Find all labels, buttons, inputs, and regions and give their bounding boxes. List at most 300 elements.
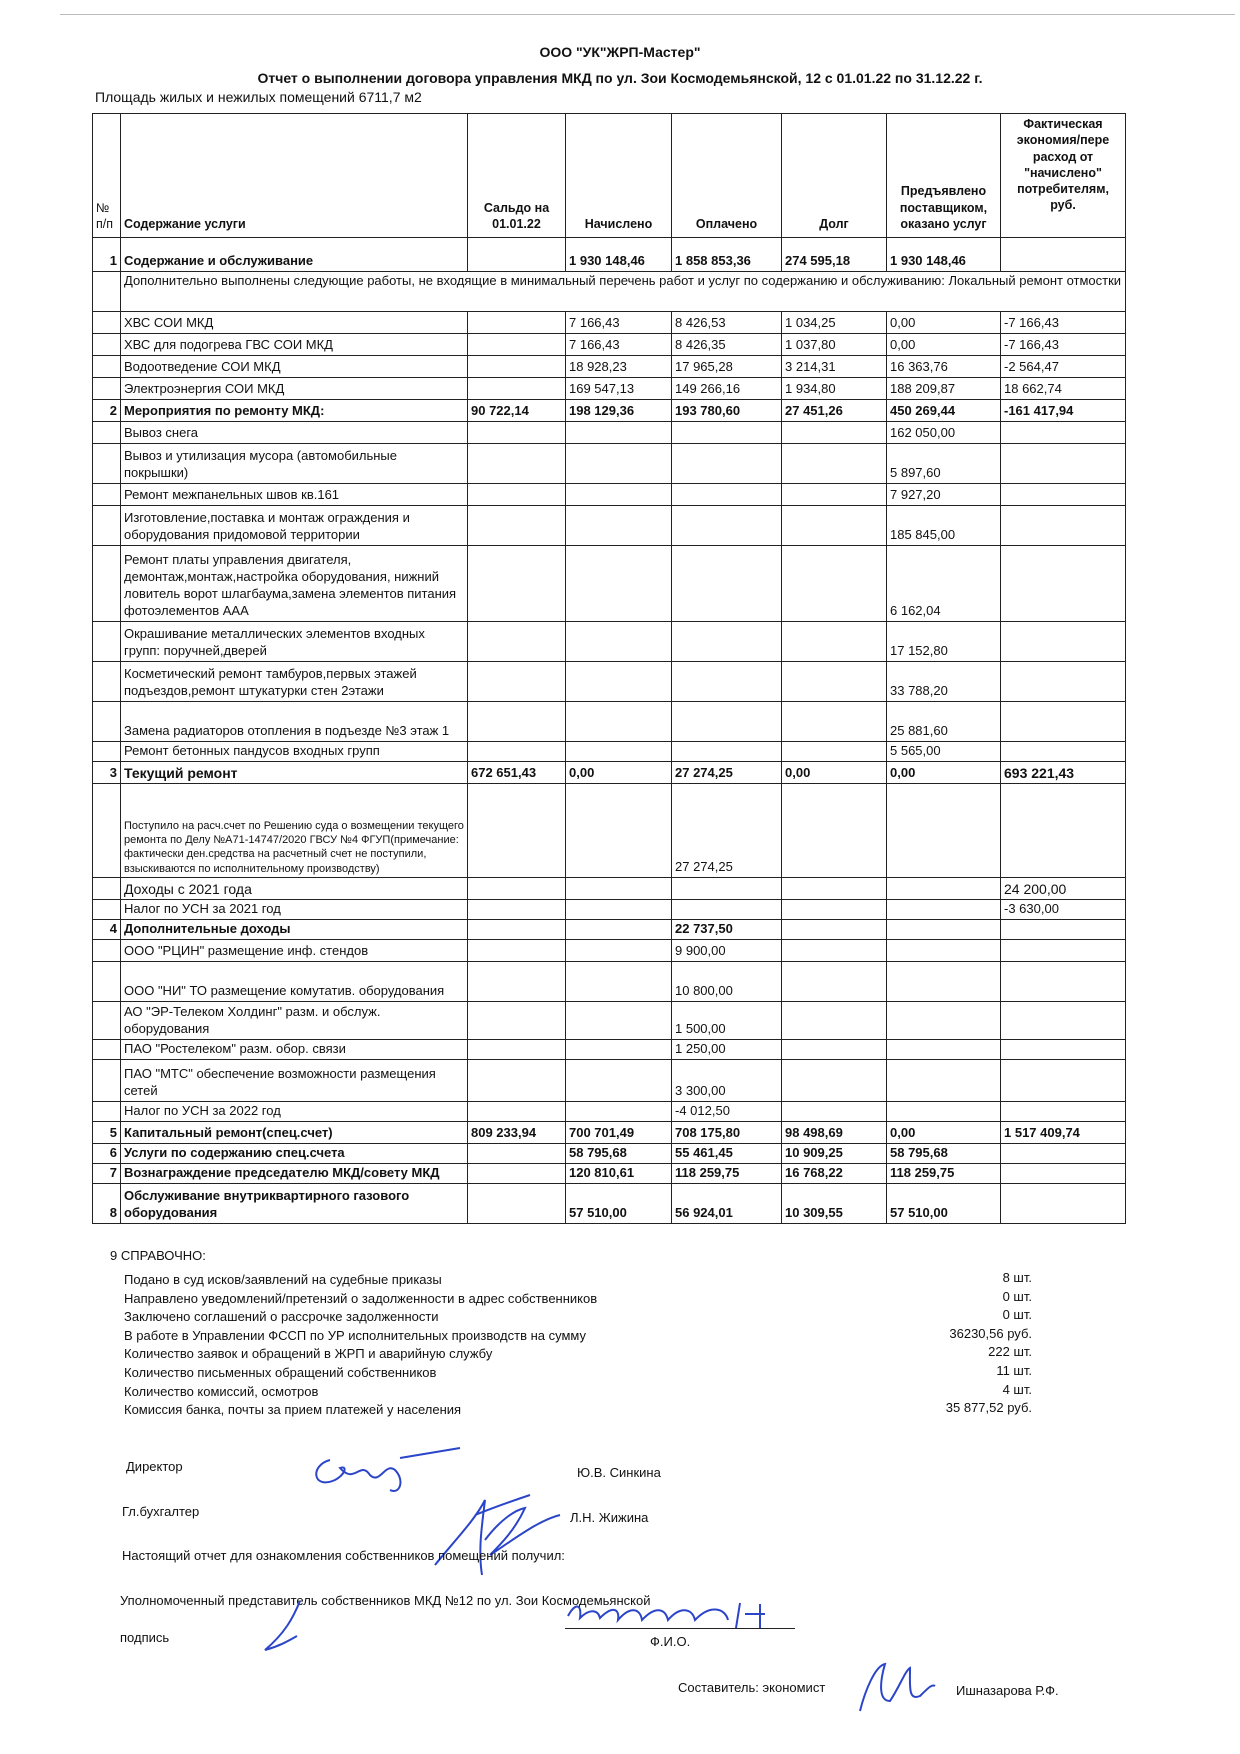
- cell-paid: [672, 742, 782, 762]
- cell-presented: [887, 900, 1001, 920]
- cell-charged: [566, 920, 672, 940]
- page-top-line: [60, 14, 1235, 15]
- report-table: [92, 113, 1126, 1224]
- cell-economy: -2 564,47: [1001, 356, 1126, 378]
- row-service: Водоотведение СОИ МКД: [121, 356, 468, 378]
- cell-presented: 450 269,44: [887, 400, 1001, 422]
- cell-debt: [782, 422, 887, 444]
- cell-presented: 162 050,00: [887, 422, 1001, 444]
- cell-presented: 58 795,68: [887, 1143, 1001, 1163]
- table-row: [93, 356, 1126, 378]
- cell-paid: [672, 506, 782, 546]
- row-num: [93, 784, 121, 878]
- cell-debt: 98 498,69: [782, 1121, 887, 1143]
- cell-economy: [1001, 444, 1126, 484]
- cell-debt: [782, 1001, 887, 1039]
- header-service: Содержание услуги: [121, 114, 468, 238]
- table-row: [93, 1101, 1126, 1121]
- cell-economy: [1001, 622, 1126, 662]
- cell-presented: [887, 939, 1001, 961]
- table-row: [93, 762, 1126, 784]
- cell-debt: [782, 622, 887, 662]
- cell-saldo: [468, 1183, 566, 1223]
- cell-charged: [566, 622, 672, 662]
- table-row: [93, 1121, 1126, 1143]
- cell-debt: 27 451,26: [782, 400, 887, 422]
- row-num: 7: [93, 1163, 121, 1183]
- cell-saldo: [468, 238, 566, 272]
- table-row: [93, 546, 1126, 622]
- cell-paid: [672, 484, 782, 506]
- cell-economy: 24 200,00: [1001, 878, 1126, 900]
- row-num: [93, 484, 121, 506]
- cell-saldo: [468, 878, 566, 900]
- cell-charged: 7 166,43: [566, 334, 672, 356]
- cell-paid: 149 266,16: [672, 378, 782, 400]
- cell-presented: 17 152,80: [887, 622, 1001, 662]
- row-service: ООО "РЦИН" размещение инф. стендов: [121, 939, 468, 961]
- row-num: [93, 1101, 121, 1121]
- cell-charged: [566, 1101, 672, 1121]
- cell-charged: 7 166,43: [566, 312, 672, 334]
- row-num: 8: [93, 1183, 121, 1223]
- cell-debt: [782, 961, 887, 1001]
- reference-item-value: 0 шт.: [1002, 1307, 1032, 1323]
- cell-economy: [1001, 484, 1126, 506]
- table-row: [93, 272, 1126, 312]
- cell-paid: 27 274,25: [672, 784, 782, 878]
- reference-item-label: Количество заявок и обращений в ЖРП и аварийную службу: [124, 1346, 493, 1362]
- compiler-label: Составитель: экономист: [678, 1680, 826, 1695]
- cell-presented: [887, 1101, 1001, 1121]
- reference-item-label: Заключено соглашений о рассрочке задолженности: [124, 1309, 439, 1325]
- cell-charged: [566, 1001, 672, 1039]
- cell-paid: 55 461,45: [672, 1143, 782, 1163]
- cell-presented: 0,00: [887, 762, 1001, 784]
- reference-item-value: 222 шт.: [988, 1344, 1032, 1360]
- reference-num: 9: [110, 1248, 118, 1263]
- cell-saldo: 672 651,43: [468, 762, 566, 784]
- row-num: [93, 622, 121, 662]
- cell-paid: 1 250,00: [672, 1039, 782, 1059]
- cell-economy: [1001, 1143, 1126, 1163]
- cell-economy: [1001, 784, 1126, 878]
- row-service: Текущий ремонт: [121, 762, 468, 784]
- cell-economy: [1001, 1039, 1126, 1059]
- reference-item-value: 4 шт.: [1002, 1381, 1032, 1397]
- row-num: 2: [93, 400, 121, 422]
- cell-economy: [1001, 961, 1126, 1001]
- header-num: № п/п: [93, 114, 121, 238]
- cell-charged: [566, 784, 672, 878]
- row-service: ХВС СОИ МКД: [121, 312, 468, 334]
- row-num: [93, 878, 121, 900]
- row-num: [93, 546, 121, 622]
- table-row: [93, 1039, 1126, 1059]
- cell-presented: 5 897,60: [887, 444, 1001, 484]
- row-num: [93, 662, 121, 702]
- cell-debt: [782, 878, 887, 900]
- row-service: ХВС для подогрева ГВС СОИ МКД: [121, 334, 468, 356]
- cell-economy: [1001, 546, 1126, 622]
- row-num: 3: [93, 762, 121, 784]
- row-service: Изготовление,поставка и монтаж ограждения и оборудования придомовой территории: [121, 506, 468, 546]
- cell-presented: 0,00: [887, 334, 1001, 356]
- table-row: [93, 484, 1126, 506]
- reference-item-value: 35 877,52 руб.: [945, 1400, 1032, 1416]
- reference-item-value: 0 шт.: [1002, 1288, 1032, 1304]
- cell-saldo: [468, 484, 566, 506]
- table-row: [93, 702, 1126, 742]
- row-service: Обслуживание внутриквартирного газового оборудования: [121, 1183, 468, 1223]
- cell-presented: [887, 878, 1001, 900]
- director-name: Ю.В. Синкина: [577, 1465, 661, 1480]
- cell-saldo: [468, 939, 566, 961]
- cell-economy: -161 417,94: [1001, 400, 1126, 422]
- row-num: 4: [93, 920, 121, 940]
- cell-saldo: [468, 1039, 566, 1059]
- cell-paid: 56 924,01: [672, 1183, 782, 1223]
- cell-economy: [1001, 1001, 1126, 1039]
- cell-charged: 0,00: [566, 762, 672, 784]
- cell-paid: [672, 422, 782, 444]
- table-row: [93, 900, 1126, 920]
- cell-debt: 274 595,18: [782, 238, 887, 272]
- table-row: [93, 784, 1126, 878]
- cell-debt: 16 768,22: [782, 1163, 887, 1183]
- cell-debt: 3 214,31: [782, 356, 887, 378]
- cell-paid: [672, 662, 782, 702]
- received-text: Настоящий отчет для ознакомления собственников помещений получил:: [122, 1548, 565, 1563]
- table-row: [93, 878, 1126, 900]
- cell-saldo: [468, 702, 566, 742]
- cell-debt: [782, 662, 887, 702]
- cell-debt: [782, 546, 887, 622]
- table-header-row: [93, 114, 1126, 238]
- cell-charged: 169 547,13: [566, 378, 672, 400]
- cell-saldo: [468, 920, 566, 940]
- cell-paid: -4 012,50: [672, 1101, 782, 1121]
- cell-charged: [566, 878, 672, 900]
- table-row: [93, 1059, 1126, 1101]
- row-num: [93, 961, 121, 1001]
- cell-charged: 198 129,36: [566, 400, 672, 422]
- row-num: [93, 939, 121, 961]
- table-row: [93, 1001, 1126, 1039]
- signature-label: подпись: [120, 1630, 170, 1645]
- cell-economy: -7 166,43: [1001, 312, 1126, 334]
- table-row: [93, 961, 1126, 1001]
- row-service: Налог по УСН за 2021 год: [121, 900, 468, 920]
- row-service: Ремонт бетонных пандусов входных групп: [121, 742, 468, 762]
- representative-text: Уполномоченный представитель собственников МКД №12 по ул. Зои Космодемьянской: [120, 1593, 651, 1608]
- cell-paid: 1 500,00: [672, 1001, 782, 1039]
- row-service: АО "ЭР-Телеком Холдинг" разм. и обслуж. оборудования: [121, 1001, 468, 1039]
- row-service: Капитальный ремонт(спец.счет): [121, 1121, 468, 1143]
- cell-economy: 18 662,74: [1001, 378, 1126, 400]
- cell-saldo: [468, 1101, 566, 1121]
- cell-presented: 33 788,20: [887, 662, 1001, 702]
- cell-paid: [672, 622, 782, 662]
- cell-presented: [887, 784, 1001, 878]
- table-row: [93, 312, 1126, 334]
- cell-debt: [782, 506, 887, 546]
- cell-charged: 120 810,61: [566, 1163, 672, 1183]
- cell-saldo: [468, 422, 566, 444]
- cell-debt: [782, 702, 887, 742]
- cell-saldo: [468, 742, 566, 762]
- cell-debt: 0,00: [782, 762, 887, 784]
- cell-saldo: [468, 312, 566, 334]
- cell-paid: [672, 900, 782, 920]
- cell-presented: 0,00: [887, 1121, 1001, 1143]
- cell-presented: 188 209,87: [887, 378, 1001, 400]
- cell-saldo: [468, 900, 566, 920]
- row-service: Поступило на расч.счет по Решению суда о возмещении текущего ремонта по Делу №А71-14747/2020 ГВСУ №4 ФГУП(примечание: фактически ден.средства на расчетный счет не поступили, взыскиваются по исполнительному производству): [121, 784, 468, 878]
- reference-item-value: 11 шт.: [996, 1363, 1032, 1378]
- cell-paid: 193 780,60: [672, 400, 782, 422]
- row-num: [93, 702, 121, 742]
- representative-signature: [245, 1598, 325, 1658]
- row-num: [93, 272, 121, 312]
- cell-economy: [1001, 662, 1126, 702]
- row-service: Услуги по содержанию спец.счета: [121, 1143, 468, 1163]
- cell-saldo: [468, 1059, 566, 1101]
- row-num: [93, 1039, 121, 1059]
- cell-presented: 0,00: [887, 312, 1001, 334]
- row-num: [93, 444, 121, 484]
- table-row: [93, 506, 1126, 546]
- cell-paid: 10 800,00: [672, 961, 782, 1001]
- director-label: Директор: [126, 1459, 183, 1474]
- row-service: Вывоз и утилизация мусора (автомобильные покрышки): [121, 444, 468, 484]
- cell-economy: [1001, 920, 1126, 940]
- cell-presented: [887, 1039, 1001, 1059]
- cell-saldo: [468, 334, 566, 356]
- table-row: [93, 939, 1126, 961]
- cell-economy: [1001, 422, 1126, 444]
- cell-presented: [887, 1001, 1001, 1039]
- row-service: Косметический ремонт тамбуров,первых этажей подъездов,ремонт штукатурки стен 2этажи: [121, 662, 468, 702]
- cell-presented: 16 363,76: [887, 356, 1001, 378]
- cell-paid: 3 300,00: [672, 1059, 782, 1101]
- cell-paid: 118 259,75: [672, 1163, 782, 1183]
- row-service: ООО "НИ" ТО размещение комутатив. оборудования: [121, 961, 468, 1001]
- cell-charged: [566, 422, 672, 444]
- cell-debt: 1 037,80: [782, 334, 887, 356]
- header-paid: Оплачено: [672, 114, 782, 238]
- reference-item-value: 8 шт.: [1002, 1270, 1032, 1285]
- cell-charged: 18 928,23: [566, 356, 672, 378]
- cell-presented: 185 845,00: [887, 506, 1001, 546]
- cell-economy: [1001, 742, 1126, 762]
- cell-economy: 1 517 409,74: [1001, 1121, 1126, 1143]
- row-num: 6: [93, 1143, 121, 1163]
- cell-saldo: [468, 961, 566, 1001]
- accountant-label: Гл.бухгалтер: [122, 1504, 200, 1519]
- cell-paid: [672, 546, 782, 622]
- cell-charged: [566, 961, 672, 1001]
- table-row: [93, 378, 1126, 400]
- cell-charged: [566, 1039, 672, 1059]
- header-economy: Фактическая экономия/пере расход от "начислено" потребителям, руб.: [1001, 114, 1126, 238]
- header-presented: Предъявлено поставщиком, оказано услуг: [887, 114, 1001, 238]
- table-row: [93, 334, 1126, 356]
- row-service: Вознаграждение председателю МКД/совету МКД: [121, 1163, 468, 1183]
- cell-presented: 118 259,75: [887, 1163, 1001, 1183]
- compiler-name: Ишназарова Р.Ф.: [956, 1683, 1059, 1698]
- cell-debt: [782, 1039, 887, 1059]
- cell-debt: 1 934,80: [782, 378, 887, 400]
- cell-charged: [566, 506, 672, 546]
- table-row: [93, 1163, 1126, 1183]
- cell-saldo: [468, 378, 566, 400]
- accountant-name: Л.Н. Жижина: [570, 1510, 649, 1525]
- cell-debt: 10 909,25: [782, 1143, 887, 1163]
- reference-title: [110, 1248, 206, 1263]
- row-service: Дополнительно выполнены следующие работы, не входящие в минимальный перечень работ и услуг по содержанию и обслуживанию: Локальный ремонт отмостки: [121, 272, 1126, 312]
- row-service: Ремонт платы управления двигателя, демонтаж,монтаж,настройка оборудования, нижний ловитель ворот шлагбаума,замена элементов питания фотоэлементов ААА: [121, 546, 468, 622]
- table-row: [93, 400, 1126, 422]
- cell-charged: [566, 1059, 672, 1101]
- cell-paid: 8 426,53: [672, 312, 782, 334]
- cell-economy: [1001, 1101, 1126, 1121]
- table-row: [93, 238, 1126, 272]
- row-num: [93, 356, 121, 378]
- row-service: Налог по УСН за 2022 год: [121, 1101, 468, 1121]
- row-num: [93, 334, 121, 356]
- cell-economy: [1001, 1183, 1126, 1223]
- reference-item-label: В работе в Управлении ФССП по УР исполнительных производств на сумму: [124, 1327, 587, 1343]
- cell-paid: 9 900,00: [672, 939, 782, 961]
- cell-presented: 1 930 148,46: [887, 238, 1001, 272]
- cell-economy: [1001, 1163, 1126, 1183]
- cell-debt: [782, 900, 887, 920]
- cell-debt: [782, 1059, 887, 1101]
- cell-debt: [782, 444, 887, 484]
- row-num: [93, 378, 121, 400]
- cell-charged: [566, 444, 672, 484]
- cell-presented: 6 162,04: [887, 546, 1001, 622]
- cell-debt: [782, 484, 887, 506]
- fio-line: [565, 1628, 795, 1629]
- cell-paid: 17 965,28: [672, 356, 782, 378]
- report-title: Отчет о выполнении договора управления МКД по ул. Зои Космодемьянской, 12 с 01.01.22 по 31.12.22 г.: [257, 70, 983, 86]
- cell-saldo: [468, 546, 566, 622]
- cell-presented: 5 565,00: [887, 742, 1001, 762]
- row-num: [93, 312, 121, 334]
- cell-saldo: [468, 356, 566, 378]
- reference-item-label: Направлено уведомлений/претензий о задолженности в адрес собственников: [124, 1290, 598, 1306]
- cell-paid: 1 858 853,36: [672, 238, 782, 272]
- cell-debt: [782, 742, 887, 762]
- row-num: 1: [93, 238, 121, 272]
- row-service: Доходы с 2021 года: [121, 878, 468, 900]
- cell-charged: [566, 742, 672, 762]
- header-debt: Долг: [782, 114, 887, 238]
- row-num: [93, 900, 121, 920]
- cell-economy: 693 221,43: [1001, 762, 1126, 784]
- cell-saldo: 809 233,94: [468, 1121, 566, 1143]
- cell-paid: 8 426,35: [672, 334, 782, 356]
- cell-presented: [887, 1059, 1001, 1101]
- cell-paid: [672, 444, 782, 484]
- cell-presented: 25 881,60: [887, 702, 1001, 742]
- cell-paid: 708 175,80: [672, 1121, 782, 1143]
- row-service: Электроэнергия СОИ МКД: [121, 378, 468, 400]
- table-row: [93, 422, 1126, 444]
- cell-charged: 1 930 148,46: [566, 238, 672, 272]
- accountant-signature: [420, 1480, 580, 1590]
- cell-presented: [887, 920, 1001, 940]
- cell-presented: 7 927,20: [887, 484, 1001, 506]
- row-service: Дополнительные доходы: [121, 920, 468, 940]
- cell-debt: [782, 920, 887, 940]
- cell-paid: 27 274,25: [672, 762, 782, 784]
- compiler-signature: [850, 1656, 940, 1716]
- cell-saldo: [468, 622, 566, 662]
- cell-charged: 58 795,68: [566, 1143, 672, 1163]
- cell-debt: 10 309,55: [782, 1183, 887, 1223]
- table-row: [93, 622, 1126, 662]
- header-charged: Начислено: [566, 114, 672, 238]
- table-row: [93, 1183, 1126, 1223]
- cell-charged: [566, 939, 672, 961]
- area-line: Площадь жилых и нежилых помещений 6711,7 м2: [95, 89, 422, 105]
- table-row: [93, 920, 1126, 940]
- cell-saldo: [468, 662, 566, 702]
- row-num: [93, 742, 121, 762]
- cell-paid: [672, 702, 782, 742]
- cell-charged: 57 510,00: [566, 1183, 672, 1223]
- table-row: [93, 444, 1126, 484]
- cell-economy: [1001, 238, 1126, 272]
- cell-saldo: 90 722,14: [468, 400, 566, 422]
- reference-item-label: Количество комиссий, осмотров: [124, 1383, 319, 1399]
- cell-charged: [566, 900, 672, 920]
- reference-item-label: Подано в суд исков/заявлений на судебные приказы: [124, 1272, 442, 1287]
- row-service: ПАО "МТС" обеспечение возможности размещения сетей: [121, 1059, 468, 1101]
- cell-economy: [1001, 939, 1126, 961]
- cell-economy: [1001, 506, 1126, 546]
- row-service: Вывоз снега: [121, 422, 468, 444]
- reference-item-label: Комиссия банка, почты за прием платежей у населения: [124, 1402, 462, 1418]
- cell-presented: 57 510,00: [887, 1183, 1001, 1223]
- reference-item-value: 36230,56 руб.: [949, 1325, 1032, 1341]
- row-num: [93, 506, 121, 546]
- table-row: [93, 662, 1126, 702]
- cell-saldo: [468, 1001, 566, 1039]
- cell-saldo: [468, 1143, 566, 1163]
- cell-charged: [566, 546, 672, 622]
- row-service: Содержание и обслуживание: [121, 238, 468, 272]
- cell-saldo: [468, 784, 566, 878]
- row-num: [93, 1059, 121, 1101]
- cell-charged: [566, 662, 672, 702]
- cell-debt: [782, 784, 887, 878]
- cell-debt: 1 034,25: [782, 312, 887, 334]
- fio-label: Ф.И.О.: [650, 1634, 691, 1649]
- cell-saldo: [468, 506, 566, 546]
- row-service: ПАО "Ростелеком" разм. обор. связи: [121, 1039, 468, 1059]
- cell-paid: 22 737,50: [672, 920, 782, 940]
- header-saldo: Сальдо на 01.01.22: [468, 114, 566, 238]
- cell-saldo: [468, 1163, 566, 1183]
- cell-economy: [1001, 702, 1126, 742]
- row-num: 5: [93, 1121, 121, 1143]
- row-service: Замена радиаторов отопления в подъезде №3 этаж 1: [121, 702, 468, 742]
- cell-paid: [672, 878, 782, 900]
